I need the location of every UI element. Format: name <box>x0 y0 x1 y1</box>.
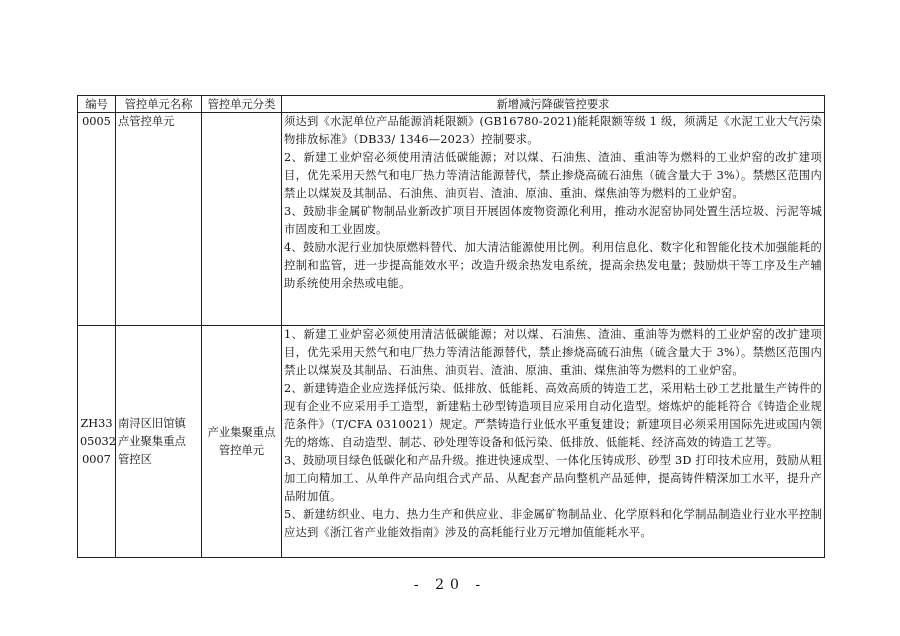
row-unit-category <box>202 113 282 326</box>
row-unit-category-line: 产业集聚重点 <box>207 425 276 439</box>
requirement-paragraph: 2、新建铸造企业应选择低污染、低排放、低能耗、高效高质的铸造工艺，采用粘土砂工艺批量生产铸件的现有企业不应采用手工造型，新建粘土砂型铸造项目应采用自动化造型。熔炼炉的能耗符合《铸造企业规范条件》（T/CFA 0310021）规定。严禁铸造行业低水平重复建设；新建项目必须采用国际先进或国内领先的熔炼、自动造型、制芯、砂处理等设备和低污染、低排放、低能耗、经济高效的铸造工艺等。 <box>284 382 822 449</box>
requirement-paragraph: 3、鼓励项目绿色低碳化和产品升级。推进快速成型、一体化压铸成形、砂型 3D 打印技术应用，鼓励从粗加工向精加工、从单件产品向组合式产品、从配套产品向整机产品延伸，提高铸件精深加工水平，提升产品附加值。 <box>284 454 822 503</box>
row-id: 0005 <box>78 113 116 326</box>
row-id <box>78 326 116 558</box>
row-unit-category-line: 管控单元 <box>218 443 265 457</box>
row-unit-category <box>202 326 282 558</box>
row-unit-name-line: 南浔区旧馆镇 <box>118 416 186 430</box>
row-requirements <box>282 113 825 326</box>
row-unit-name: 点管控单元 <box>116 113 202 326</box>
requirement-paragraph: 1、新建工业炉窑必须使用清洁低碳能源；对以煤、石油焦、渣油、重油等为燃料的工业炉窑的改扩建项目，优先采用天然气和电厂热力等清洁能源替代，禁止掺烧高硫石油焦（硫含量大于 3%）。禁燃区范围内禁止以煤炭及其制品、石油焦、油页岩、渣油、原油、重油、煤焦油等为燃料的工业炉窑。 <box>284 328 822 377</box>
control-requirements-table <box>77 95 825 558</box>
requirement-paragraph: 5、新建纺织业、电力、热力生产和供应业、非金属矿物制品业、化学原料和化学制品制造业行业水平控制应达到《浙江省产业能效指南》涉及的高耗能行业万元增加值能耗水平。 <box>284 508 822 539</box>
table-row <box>78 113 825 326</box>
requirement-paragraph: 4、鼓励水泥行业加快原燃料替代、加大清洁能源使用比例。利用信息化、数字化和智能化技术加强能耗的控制和监管，进一步提高能效水平；改造升级余热发电系统，提高余热发电量；鼓励烘干等工序及生产辅助系统使用余热或电能。 <box>284 241 822 290</box>
row-id-line: 0007 <box>82 452 111 466</box>
requirement-paragraph: 3、鼓励非金属矿物制品业新改扩项目开展固体废物资源化利用，推动水泥窑协同处置生活垃圾、污泥等城市固废和工业固废。 <box>284 205 822 236</box>
header-unit-category: 管控单元分类 <box>202 96 282 113</box>
row-id-line: 05032 <box>80 434 116 448</box>
header-unit-name: 管控单元名称 <box>116 96 202 113</box>
row-unit-name <box>116 326 202 558</box>
requirement-paragraph: 2、新建工业炉窑必须使用清洁低碳能源；对以煤、石油焦、渣油、重油等为燃料的工业炉窑的改扩建项目，优先采用天然气和电厂热力等清洁能源替代，禁止掺烧高硫石油焦（硫含量大于 3%）。禁燃区范围内禁止以煤炭及其制品、石油焦、油页岩、渣油、原油、重油、煤焦油等为燃料的工业炉窑。 <box>284 151 822 200</box>
header-requirements: 新增减污降碳管控要求 <box>282 96 825 113</box>
table-header-row <box>78 96 825 113</box>
header-id: 编号 <box>78 96 116 113</box>
row-unit-name-line: 产业聚集重点 <box>118 434 186 448</box>
table-row <box>78 326 825 558</box>
row-id-line: ZH33 <box>80 416 113 430</box>
requirement-paragraph: 须达到《水泥单位产品能源消耗限额》(GB16780-2021)能耗限额等级 1 级，须满足《水泥工业大气污染物排放标准》（DB33/ 1346—2023）控制要求。 <box>284 115 822 146</box>
row-requirements <box>282 326 825 558</box>
page-number: - 20 - <box>413 577 487 593</box>
row-unit-name-line: 管控区 <box>118 452 152 466</box>
